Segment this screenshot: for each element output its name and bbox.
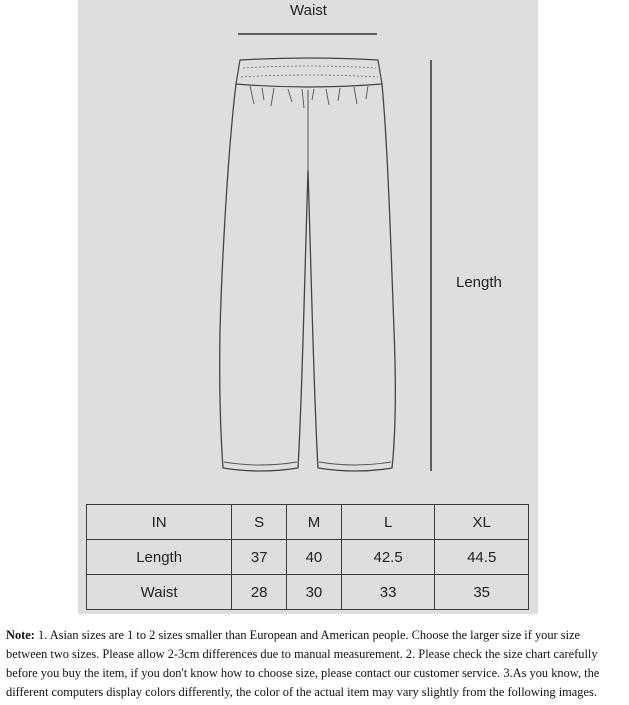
table-header-cell: L [341,505,435,540]
table-row [87,540,529,575]
table-cell: Length [87,540,232,575]
note-paragraph [6,626,621,702]
table-header-cell: IN [87,505,232,540]
table-cell: Waist [87,575,232,610]
table-header-cell: XL [435,505,529,540]
table-cell: 33 [341,575,435,610]
table-header-cell: S [232,505,287,540]
waist-label: Waist [290,2,327,19]
table-cell: 44.5 [435,540,529,575]
note-text: 1. Asian sizes are 1 to 2 sizes smaller than European and American people. Choose the larger size if your size between two sizes. Please allow 2-3cm differences due to manual measurement. 2. Please check the size chart carefully before you buy the item, if you don't know how to choose size, please contact our customer service. 3.As you know, the different computers display colors differently, the color of the actual item may vary slightly from the following images. [6,628,600,699]
table-header-cell: M [287,505,342,540]
table-header-row [87,505,529,540]
table-cell: 30 [287,575,342,610]
table-cell: 42.5 [341,540,435,575]
table-cell: 28 [232,575,287,610]
waistband [236,58,382,87]
table-cell: 40 [287,540,342,575]
note-label: Note: [6,628,35,642]
table-cell: 37 [232,540,287,575]
size-table [86,504,529,610]
table-row [87,575,529,610]
length-label: Length [456,274,502,291]
table-cell: 35 [435,575,529,610]
